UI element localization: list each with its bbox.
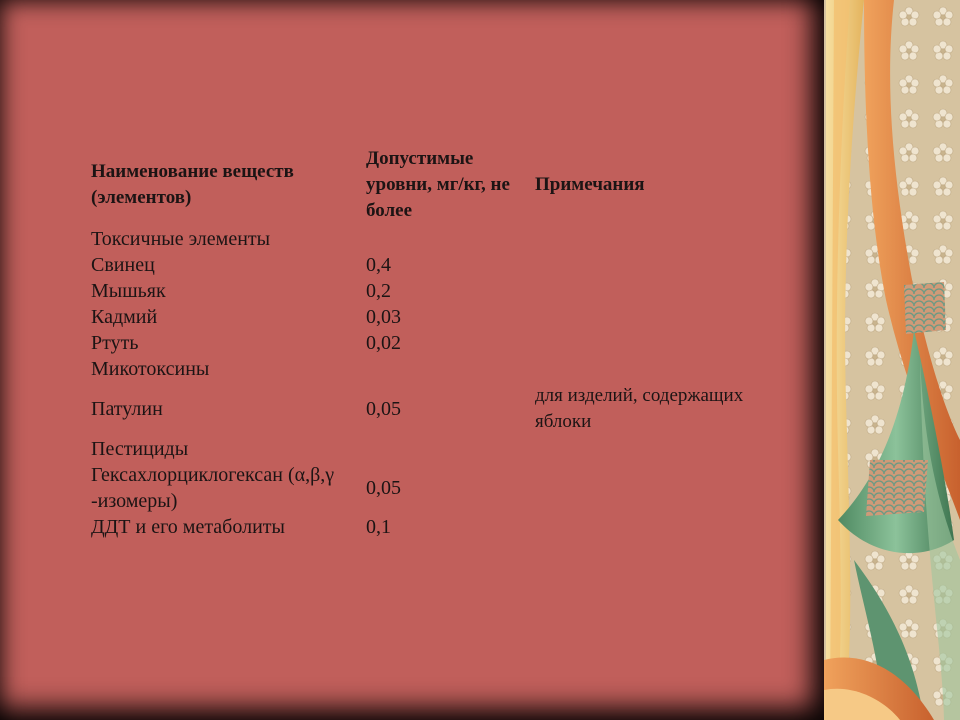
table-row — [91, 304, 765, 330]
cell-limit: 0,2 — [366, 280, 391, 302]
cell-note — [535, 436, 765, 462]
cell-note — [535, 356, 765, 382]
table-row — [91, 514, 765, 540]
table-row — [91, 330, 765, 356]
cell-note: для изделий, содержащих яблоки — [535, 385, 744, 432]
cell-limit — [366, 436, 535, 462]
cell-substance: Микотоксины — [91, 358, 210, 380]
cell-substance: Гексахлорциклогексан (α,β,γ -изомеры) — [91, 464, 335, 512]
table-row — [91, 436, 765, 462]
cell-note — [535, 462, 765, 514]
table-header-row — [91, 146, 765, 226]
cell-limit: 0,05 — [366, 398, 401, 420]
cell-substance: Ртуть — [91, 332, 139, 354]
cell-substance: ДДТ и его метаболиты — [91, 516, 285, 538]
cell-limit: 0,4 — [366, 254, 391, 276]
cell-substance: Кадмий — [91, 306, 158, 328]
table-row — [91, 226, 765, 252]
cell-note — [535, 330, 765, 356]
decorative-drape-illustration — [824, 0, 960, 720]
header-notes: Примечания — [535, 174, 645, 195]
cell-limit: 0,1 — [366, 516, 391, 538]
cell-substance: Мышьяк — [91, 280, 166, 302]
table-row — [91, 462, 765, 514]
cell-limit — [366, 226, 535, 252]
cell-limit: 0,05 — [366, 477, 401, 499]
cell-limit: 0,02 — [366, 332, 401, 354]
cell-note — [535, 252, 765, 278]
table-container — [91, 146, 765, 540]
cell-note — [535, 226, 765, 252]
cell-substance: Пестициды — [91, 438, 189, 460]
cell-substance: Токсичные элементы — [91, 228, 271, 250]
cell-note — [535, 514, 765, 540]
table-row — [91, 382, 765, 436]
contaminants-table — [91, 146, 765, 540]
cell-limit: 0,03 — [366, 306, 401, 328]
cell-substance: Патулин — [91, 398, 163, 420]
table-row — [91, 252, 765, 278]
cell-note — [535, 304, 765, 330]
cell-limit — [366, 356, 535, 382]
table-row — [91, 356, 765, 382]
header-limit: Допустимые уровни, мг/кг, не более — [366, 148, 510, 221]
cell-substance: Свинец — [91, 254, 155, 276]
header-substance: Наименование веществ (элементов) — [91, 161, 294, 208]
cell-note — [535, 278, 765, 304]
table-row — [91, 278, 765, 304]
